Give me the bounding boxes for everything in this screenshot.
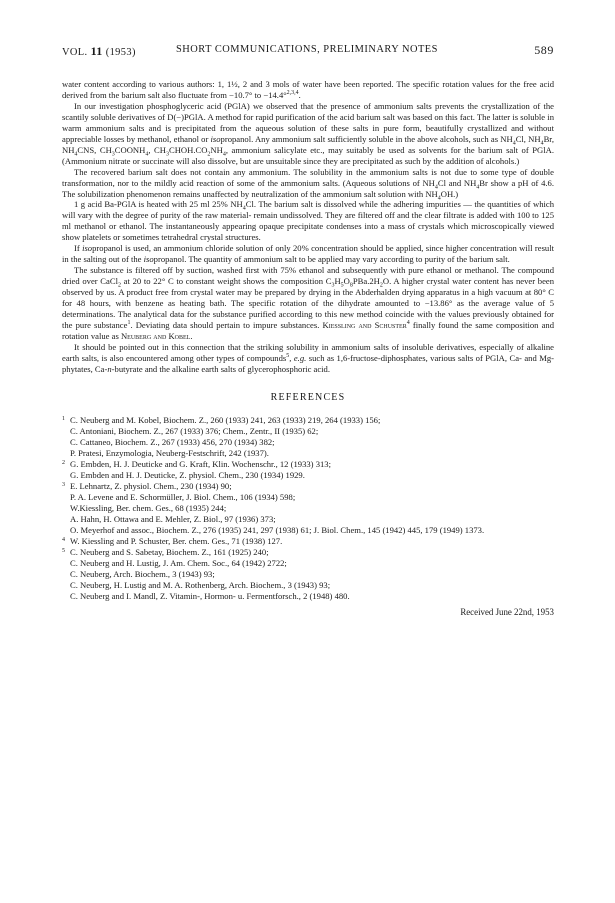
reference-group xyxy=(62,415,554,459)
reference-number: 3 xyxy=(62,481,65,488)
page-number: 589 xyxy=(534,43,554,57)
running-header xyxy=(62,44,554,60)
received-date: Received June 22nd, 1953 xyxy=(460,606,554,617)
reference-entry: A. Hahn, H. Ottawa and E. Mehler, Z. Biol., 97 (1936) 373; xyxy=(70,513,276,524)
reference-entry: C. Cattaneo, Biochem. Z., 267 (1933) 456, 270 (1934) 382; xyxy=(70,436,275,447)
body-paragraph: In our investigation phosphoglyceric acid (PGlA) we observed that the presence of ammonium salts prevents the crystallization of the scantily soluble derivatives of D(−)PGlA. A method for rapid purification of the acid barium salt was based on this fact. The latter is soluble in warm ammonium salts and is precipitated from the aqueous solution of these salts in pure form, beautifully crystallized and without appreciable losses by methanol, ethanol or isopropanol. Any ammonium salt sufficiently soluble in the above alcohols, such as $NH_4Cl$, $NH_4Br$, $NH_4CNS$, $CH_3COONH_4$, $CH_3CHOH.CO_2NH_4$, ammonium salicylate etc., may suitably be used as solvents for the barium salt of PGlA. (Ammonium nitrate or succinate will also dissolve, but are unsuitable since they are precipitated as such by the addition of alcohols.) xyxy=(62,100,554,166)
reference-entry: C. Neuberg, Arch. Biochem., 3 (1943) 93; xyxy=(70,568,215,579)
references-heading: REFERENCES xyxy=(270,391,346,403)
reference-entry: C. Neuberg, H. Lustig and M. A. Rothenberg, Arch. Biochem., 3 (1943) 93; xyxy=(70,579,331,590)
volume-year: (1953) xyxy=(105,47,136,58)
reference-entry: P. Pratesi, Enzymologia, Neuberg-Festschrift, 242 (1937). xyxy=(70,447,269,458)
body-paragraph: If isopropanol is used, an ammonium chloride solution of only 20% concentration should be applied, since higher concentration will result in the salting out of the isopropanol. The quantity of ammonium salt to be applied may vary according to purity of the barium salt. xyxy=(62,243,554,265)
reference-entry: E. Lehnartz, Z. physiol. Chem., 230 (1934) 90; xyxy=(70,480,232,491)
reference-group xyxy=(62,459,554,481)
volume-label: VOL. xyxy=(62,47,88,58)
reference-number: 4 xyxy=(62,536,65,543)
reference-number: 5 xyxy=(62,547,65,554)
reference-entry: C. Neuberg and M. Kobel, Biochem. Z., 260 (1933) 241, 263 (1933) 219, 264 (1933) 156; xyxy=(70,414,381,425)
reference-entry: W.Kiessling, Ber. chem. Ges., 68 (1935) 244; xyxy=(70,502,227,513)
reference-entry: C. Antoniani, Biochem. Z., 267 (1933) 376; Chem., Zentr., II (1935) 62; xyxy=(70,425,319,436)
reference-group xyxy=(62,536,554,547)
body-paragraph: The substance is filtered off by suction, washed first with 75% ethanol and subsequently with pure ethanol or methanol. The compound dried over CaCl$_2$ at 20 to 22° C to constant weight shows the composition $C_3H_5O_8PBa.2H_2O$. A higher crystal water content has never been observed by us. A product free from crystal water may be prepared by drying in the Abderhalden drying apparatus in a high vacuum at 80° C for 48 hours, with benzene as heating bath. The specific rotation of the dihydrate amounted to −13.86° as the average value of 5 determinations. The analytical data for the substance purified according to this new method coincide with the values previously obtained for the pure substance$^1$. Deviating data should pertain to impure substances. Kiessling and Schuster$^4$ finally found the same composition and rotation value as Neuberg and Kobel. xyxy=(62,265,554,341)
reference-entry: C. Neuberg and I. Mandl, Z. Vitamin-, Hormon- u. Fermentforsch., 2 (1948) 480. xyxy=(70,590,350,601)
reference-entry: P. A. Levene and E. Schormüller, J. Biol. Chem., 106 (1934) 598; xyxy=(70,491,296,502)
body-paragraph: 1 g acid Ba-PGlA is heated with 25 ml 25% $NH_4Cl$. The barium salt is dissolved while the adhering impurities — the quantities of which will vary with the degree of purity of the raw material- remain undissolved. They are filtered off and the clear filtrate is added with 100 to 125 ml methanol or ethanol. The instantaneously appearing opaque precipitate condenses into a mass of crystals which microscopically viewed show platelets or sometimes tetrahedral crystal structures. xyxy=(62,199,554,243)
body-paragraph: The recovered barium salt does not contain any ammonium. The solubility in the ammonium salts is not due to some type of double transformation, nor to the mildly acid reaction of some of the ammonium salts. (Aqueous solutions of $NH_4Cl$ and $NH_4Br$ show a pH of 4.6. The solubilization phenomenon remains unaffected by neutralization of the ammonium salt solution with $NH_4OH$.) xyxy=(62,166,554,202)
reference-number: 1 xyxy=(62,415,65,422)
reference-entry: G. Embden, H. J. Deuticke and G. Kraft, Klin. Wochenschr., 12 (1933) 313; xyxy=(70,458,331,469)
reference-entry: C. Neuberg and H. Lustig, J. Am. Chem. Soc., 64 (1942) 2722; xyxy=(70,557,287,568)
article-body xyxy=(62,79,554,375)
reference-entry: G. Embden and H. J. Deuticke, Z. physiol. Chem., 230 (1934) 1929. xyxy=(70,469,305,480)
reference-group xyxy=(62,481,554,536)
reference-group xyxy=(62,547,554,602)
reference-entry: O. Meyerhof and assoc., Biochem. Z., 276 (1935) 241, 297 (1938) 61; J. Biol. Chem., 145 (1942) 445, 179 (1949) 1373. xyxy=(70,524,485,535)
section-title: SHORT COMMUNICATIONS, PRELIMINARY NOTES xyxy=(176,44,438,55)
body-paragraph: It should be pointed out in this connection that the striking solubility in ammonium salts of insoluble derivatives, especially of alkaline earth salts, is also encountered among other types of compounds$^5$, e.g. such as 1,6-fructose-diphosphates, various salts of PGlA, Ca- and Mg-phytates, Ca-n-butyrate and the alkaline earth salts of glycerophosphoric acid. xyxy=(62,341,554,374)
journal-page xyxy=(62,44,554,617)
reference-entry: C. Neuberg and S. Sabetay, Biochem. Z., 161 (1925) 240; xyxy=(70,546,269,557)
body-paragraph: water content according to various authors: 1, 1½, 2 and 3 mols of water have been reported. The specific rotation values for the free acid derived from the barium salt also fluctuate from −10.7° to −14.4°$^{2,3,4}$. xyxy=(62,79,554,100)
references-list xyxy=(62,415,554,602)
reference-entry: W. Kiessling and P. Schuster, Ber. chem. Ges., 71 (1938) 127. xyxy=(70,535,283,546)
volume-number: 11 xyxy=(90,44,103,58)
reference-number: 2 xyxy=(62,459,65,466)
volume-info xyxy=(62,44,136,59)
